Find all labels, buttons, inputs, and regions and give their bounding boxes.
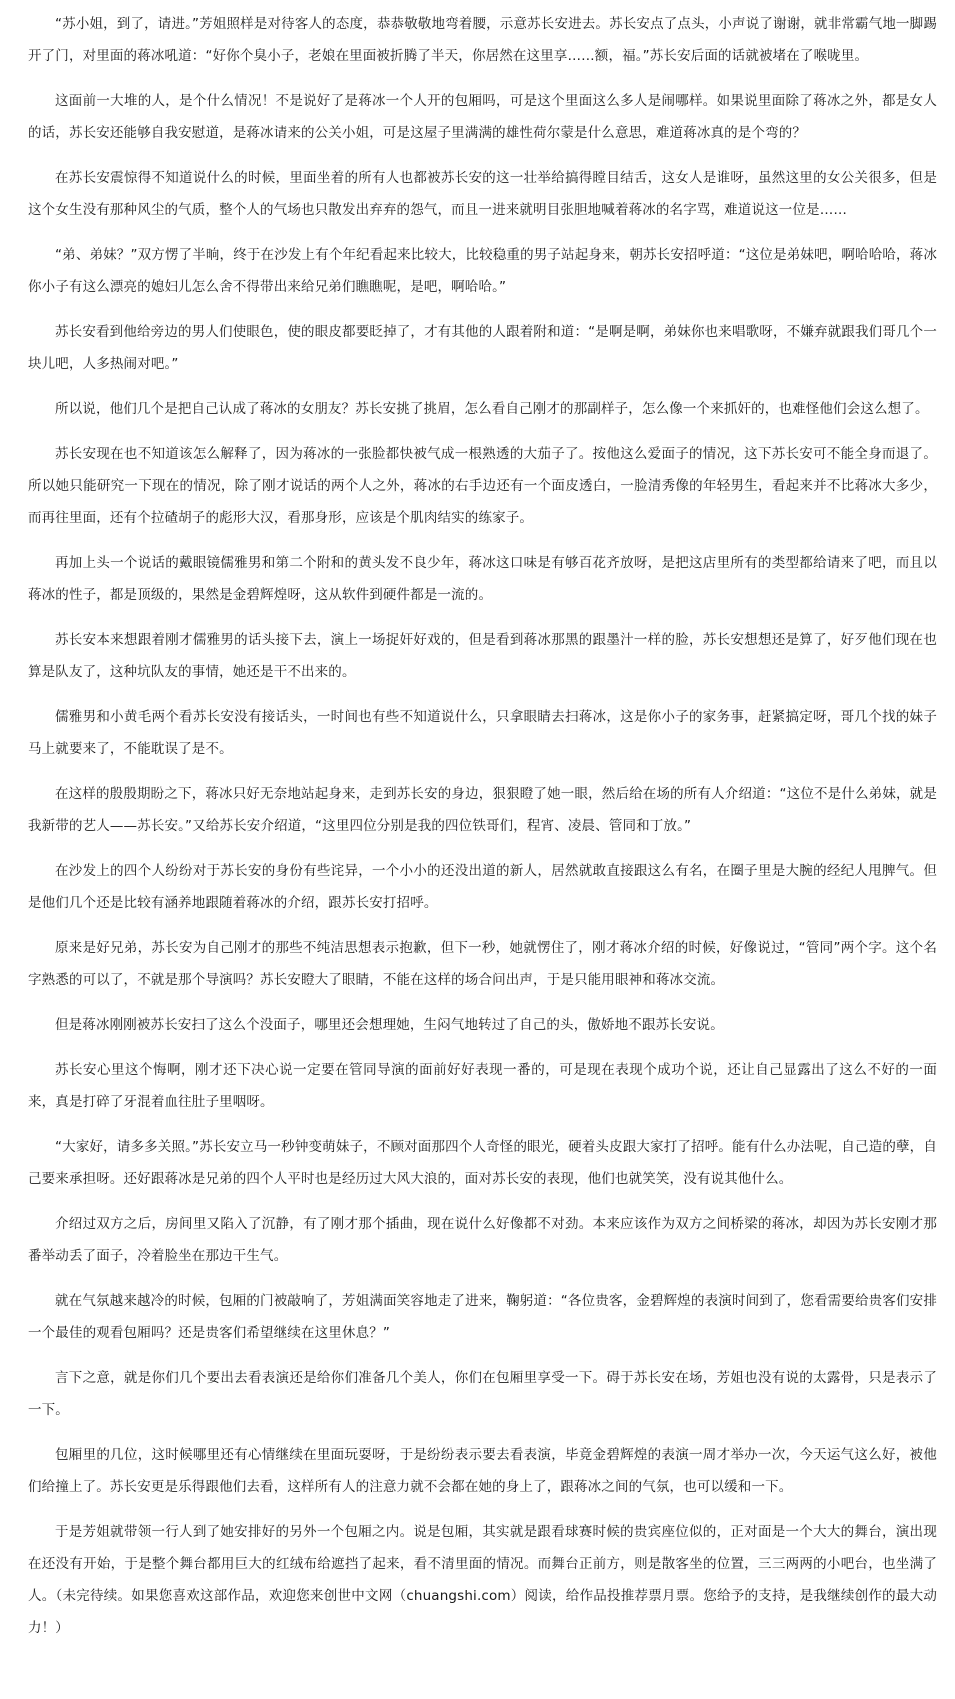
paragraph-16: “大家好，请多多关照。”苏长安立马一秒钟变萌妹子，不顾对面那四个人奇怪的眼光，硬着头皮跟大家打了招呼。能有什么办法呢，自己造的孽，自己要来承担呀。还好跟蒋冰是兄弟的四个人平时也是经历过大风大浪的，面对苏长安的表现，他们也就笑笑，没有说其他什么。 (28, 1139, 937, 1187)
paragraph-10: 儒雅男和小黄毛两个看苏长安没有接话头，一时间也有些不知道说什么，只拿眼睛去扫蒋冰，这是你小子的家务事，赶紧搞定呀，哥几个找的妹子马上就要来了，不能耽误了是不。 (28, 709, 937, 757)
paragraph-8: 再加上头一个说话的戴眼镜儒雅男和第二个附和的黄头发不良少年，蒋冰这口味是有够百花齐放呀，是把这店里所有的类型都给请来了吧，而且以蒋冰的性子，都是顶级的，果然是金碧辉煌呀，这从软件到硬件都是一流的。 (28, 555, 937, 603)
paragraph-3: 在苏长安震惊得不知道说什么的时候，里面坐着的所有人也都被苏长安的这一壮举给搞得瞠目结舌，这女人是谁呀，虽然这里的女公关很多，但是这个女生没有那种风尘的气质，整个人的气场也只散发出弃弃的怨气，而且一进来就明目张胆地喊着蒋冰的名字骂，难道说这一位是…… (28, 170, 937, 218)
paragraph-20: 包厢里的几位，这时候哪里还有心情继续在里面玩耍呀，于是纷纷表示要去看表演，毕竟金碧辉煌的表演一周才举办一次，今天运气这么好，被他们给撞上了。苏长安更是乐得跟他们去看，这样所有人的注意力就不会都在她的身上了，跟蒋冰之间的气氛，也可以缓和一下。 (28, 1447, 937, 1495)
paragraph-15: 苏长安心里这个悔啊，刚才还下决心说一定要在管同导演的面前好好表现一番的，可是现在表现个成功个说，还让自己显露出了这么不好的一面来，真是打碎了牙混着血往肚子里咽呀。 (28, 1062, 937, 1110)
paragraph-1: “苏小姐，到了，请进。”芳姐照样是对待客人的态度，恭恭敬敬地弯着腰，示意苏长安进去。苏长安点了点头，小声说了谢谢，就非常霸气地一脚踢开了门，对里面的蒋冰吼道：“好你个臭小子，老娘在里面被折腾了半天，你居然在这里享……额，福。”苏长安后面的话就被堵在了喉咙里。 (28, 16, 937, 64)
paragraph-11: 在这样的殷殷期盼之下，蒋冰只好无奈地站起身来，走到苏长安的身边，狠狠瞪了她一眼，然后给在场的所有人介绍道：“这位不是什么弟妹，就是我新带的艺人——苏长安。”又给苏长安介绍道，“这里四位分别是我的四位铁哥们，程宵、凌晨、管同和丁放。” (28, 786, 937, 834)
paragraph-6: 所以说，他们几个是把自己认成了蒋冰的女朋友？苏长安挑了挑眉，怎么看自己刚才的那副样子，怎么像一个来抓奸的，也难怪他们会这么想了。 (55, 401, 929, 417)
paragraph-13: 原来是好兄弟，苏长安为自己刚才的那些不纯洁思想表示抱歉，但下一秒，她就愣住了，刚才蒋冰介绍的时候，好像说过，“管同”两个字。这个名字熟悉的可以了，不就是那个导演吗？苏长安瞪大了眼睛，不能在这样的场合问出声，于是只能用眼神和蒋冰交流。 (28, 940, 937, 988)
paragraph-19: 言下之意，就是你们几个要出去看表演还是给你们准备几个美人，你们在包厢里享受一下。碍于苏长安在场，芳姐也没有说的太露骨，只是表示了一下。 (28, 1370, 937, 1418)
paragraph-12: 在沙发上的四个人纷纷对于苏长安的身份有些诧异，一个小小的还没出道的新人，居然就敢直接跟这么有名，在圈子里是大腕的经纪人甩脾气。但是他们几个还是比较有涵养地跟随着蒋冰的介绍，跟苏长安打招呼。 (28, 863, 937, 911)
paragraph-18: 就在气氛越来越冷的时候，包厢的门被敲响了，芳姐满面笑容地走了进来，鞠躬道：“各位贵客，金碧辉煌的表演时间到了，您看需要给贵客们安排一个最佳的观看包厢吗？还是贵客们希望继续在这里休息？” (28, 1293, 937, 1341)
paragraph-2: 这面前一大堆的人，是个什么情况！不是说好了是蒋冰一个人开的包厢吗，可是这个里面这么多人是闹哪样。如果说里面除了蒋冰之外，都是女人的话，苏长安还能够自我安慰道，是蒋冰请来的公关小姐，可是这屋子里满满的雄性荷尔蒙是什么意思，难道蒋冰真的是个弯的？ (28, 93, 937, 141)
paragraph-5: 苏长安看到他给旁边的男人们使眼色，使的眼皮都要眨掉了，才有其他的人跟着附和道：“是啊是啊，弟妹你也来唱歌呀，不嫌弃就跟我们哥几个一块儿吧，人多热闹对吧。” (28, 324, 937, 372)
paragraph-4: “弟、弟妹？”双方愣了半晌，终于在沙发上有个年纪看起来比较大，比较稳重的男子站起身来，朝苏长安招呼道：“这位是弟妹吧，啊哈哈哈，蒋冰你小子有这么漂亮的媳妇儿怎么舍不得带出来给兄弟们瞧瞧呢，是吧，啊哈哈。” (28, 247, 937, 295)
paragraph-21: 于是芳姐就带领一行人到了她安排好的另外一个包厢之内。说是包厢，其实就是跟看球赛时候的贵宾座位似的，正对面是一个大大的舞台，演出现在还没有开始，于是整个舞台都用巨大的红绒布给遮挡了起来，看不清里面的情况。而舞台正前方，则是散客坐的位置，三三两两的小吧台，也坐满了人。（未完待续。如果您喜欢这部作品，欢迎您来创世中文网（chuangshi.com）阅读，给作品投推荐票月票。您给予的支持，是我继续创作的最大动力！） (28, 1524, 937, 1636)
paragraph-7: 苏长安现在也不知道该怎么解释了，因为蒋冰的一张脸都快被气成一根熟透的大茄子了。按他这么爱面子的情况，这下苏长安可不能全身而退了。所以她只能研究一下现在的情况，除了刚才说话的两个人之外，蒋冰的右手边还有一个面皮透白，一脸清秀像的年轻男生，看起来并不比蒋冰大多少，而再往里面，还有个拉碴胡子的彪形大汉，看那身形，应该是个肌肉结实的练家子。 (28, 446, 937, 526)
paragraph-14: 但是蒋冰刚刚被苏长安扫了这么个没面子，哪里还会想理她，生闷气地转过了自己的头，傲娇地不跟苏长安说。 (55, 1017, 724, 1033)
paragraph-17: 介绍过双方之后，房间里又陷入了沉静，有了刚才那个插曲，现在说什么好像都不对劲。本来应该作为双方之间桥梁的蒋冰，却因为苏长安刚才那番举动丢了面子，冷着脸坐在那边干生气。 (28, 1216, 937, 1264)
paragraph-9: 苏长安本来想跟着刚才儒雅男的话头接下去，演上一场捉奸好戏的，但是看到蒋冰那黑的跟墨汁一样的脸，苏长安想想还是算了，好歹他们现在也算是队友了，这种坑队友的事情，她还是干不出来的。 (28, 632, 937, 680)
